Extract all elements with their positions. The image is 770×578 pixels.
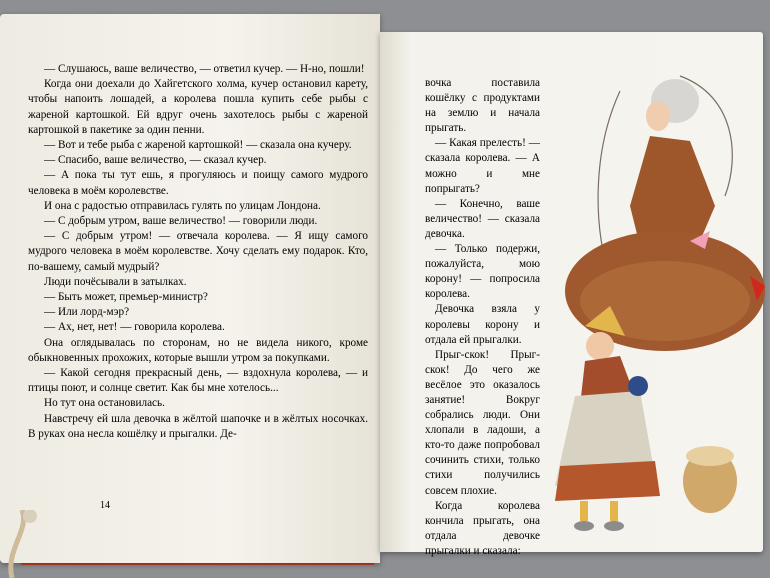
paragraph: Навстречу ей шла девочка в жёлтой шапочке и в жёлтых носочках. В руках она несла кошёлку и прыгалки. Де- (28, 412, 368, 440)
right-page-text (425, 76, 540, 559)
page-number: 14 (100, 500, 110, 511)
bookmark-ribbon (0, 510, 50, 578)
paragraph: Прыг-скок! Прыг-скок! До чего же весёлое это оказалось занятие! Вокруг собрались люди. Они хлопали в ладоши, а кто-то даже попробовал сочинить стихи, только стихи получились совсем плохие. (425, 348, 540, 497)
girl-shoe (604, 521, 624, 531)
paragraph: Когда они доехали до Хайгетского холма, кучер остановил карету, чтобы напоить лошадей, а королева пошла купить себе рыбы с жареной картошкой. Ей вдруг очень захотелось рыбы с жареной картошкой в пакетике за один пенни. (28, 78, 368, 136)
paragraph: — Вот и тебе рыба с жареной картошкой! — сказала она кучеру. (44, 139, 352, 152)
paragraph: — Спасибо, ваше величество, — сказал кучер. (44, 154, 267, 167)
paragraph: Когда королева кончила прыгать, она отдала девочке прыгалки и сказала: (425, 499, 540, 557)
girl-shoe (574, 521, 594, 531)
girl-skirt (555, 461, 660, 501)
paragraph: — Конечно, ваше величество! — сказала девочка. (425, 197, 540, 240)
girl-ball (628, 376, 648, 396)
paragraph: вочка поставила кошёлку с продуктами на землю и начала прыгать. (425, 77, 540, 135)
paragraph: — Слушаюсь, ваше величество, — ответил кучер. — Н-но, пошли! (44, 63, 365, 75)
paragraph: — Только подержи, пожалуйста, мою корону! — попросила королева. (425, 243, 540, 301)
paragraph: — Ах, нет, нет! — говорила королева. (44, 321, 225, 334)
left-page-text (28, 62, 368, 442)
paragraph: — Какой сегодня прекрасный день, — вздохнула королева, — и птицы поют, и солнце светит. Как бы мне хотелось... (28, 367, 368, 395)
queen-and-girl-illustration (550, 36, 765, 556)
queen-face (646, 101, 670, 131)
paragraph: — С добрым утром! — отвечала королева. — Я ищу самого мудрого человека в моём королевстве. Хочу сделать ему подарок. Кто, по-вашему, самый мудрый? (28, 230, 368, 273)
paragraph: — Или лорд-мэр? (44, 306, 130, 319)
paragraph: — Какая прелесть! — сказала королева. — А можно и мне попрыгать? (425, 137, 540, 195)
girl-face (586, 332, 614, 360)
paragraph: — Быть может, премьер-министр? (44, 291, 208, 304)
paragraph: Но тут она остановилась. (44, 397, 165, 410)
paragraph: Она оглядывалась по сторонам, но не видела никого, кроме обыкновенных прохожих, которые вышли утром за покупками. (28, 336, 368, 364)
paragraph: Девочка взяла у королевы корону и отдала ей прыгалки. (425, 303, 540, 346)
queen-bodice (630, 136, 715, 246)
paragraph: Люди почёсывали в затылках. (44, 275, 187, 288)
paragraph: И она с радостью отправилась гулять по улицам Лондона. (44, 199, 321, 212)
paragraph: — С добрым утром, ваше величество! — говорили люди. (44, 215, 318, 228)
paragraph: — А пока ты тут ешь, я прогуляюсь и поищу самого мудрого человека в моём королевстве. (28, 169, 368, 197)
